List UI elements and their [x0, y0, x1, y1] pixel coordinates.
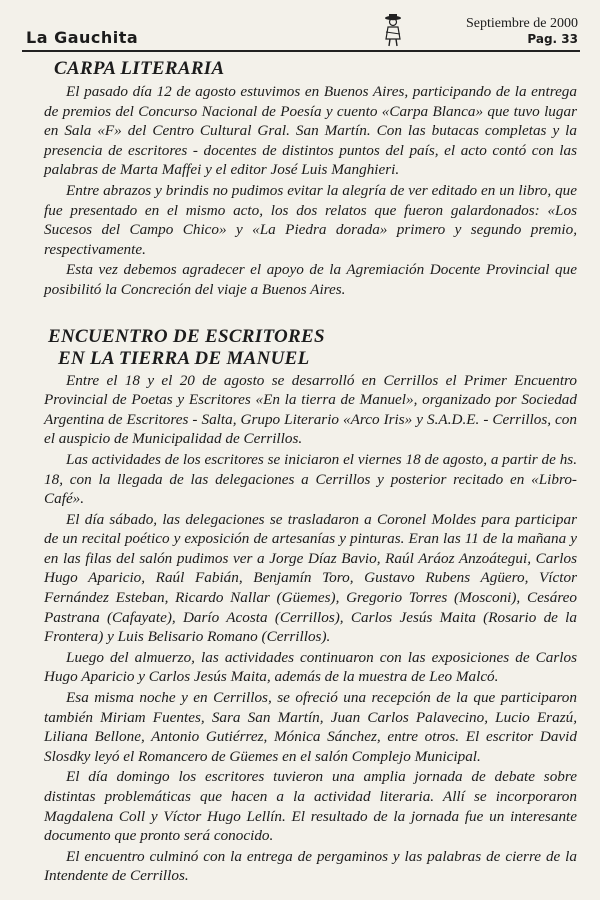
section-title-line-2: EN LA TIERRA DE MANUEL: [58, 347, 310, 369]
issue-date: Septiembre de 2000: [466, 16, 578, 31]
paragraph: El pasado día 12 de agosto estuvimos en Buenos Aires, participando de la entrega de premios del Concurso Nacional de Poesía y cuento «Carpa Blanca» que tuvo lugar en Sala «F» del Centro Cultural Gral. San Martín. Con las butacas completas y la presencia de escritores - docentes de distintos puntos del país, el acto contó con las palabras de Marta Maffei y el editor José Luis Manghieri.: [44, 83, 577, 179]
paragraph: Entre el 18 y el 20 de agosto se desarrolló en Cerrillos el Primer Encuentro Provincial de Poetas y Escritores «En la tierra de Manuel», organizado por Sociedad Argentina de Escritores - Salta, Grupo Literario «Arco Iris» y S.A.D.E. - Cerrillos, con el auspicio de Municipalidad de Cerrillos.: [44, 371, 577, 448]
page-number: Pag. 33: [527, 32, 578, 46]
paragraph: Luego del almuerzo, las actividades continuaron con las exposiciones de Carlos Hugo Aparicio y Carlos Jesús Maita, además de la muestra de Leo Malcó.: [44, 648, 577, 686]
article-body: [44, 58, 577, 887]
page-header: [22, 10, 580, 52]
paragraph: Esa misma noche y en Cerrillos, se ofreció una recepción de la que participaron también Miriam Fuentes, Sara San Martín, Juan Carlos Palavecino, Lucio Erazú, Liliana Bellone, Antonio Gutiérrez, Mónica Sánchez, entre otros. El escritor David Slosdky leyó el Romancero de Güemes en el salón Complejo Municipal.: [44, 689, 577, 765]
paragraph: El día sábado, las delegaciones se trasladaron a Coronel Moldes para participar de un recital poético y exposición de artesanías y pinturas. Eran las 11 de la mañana y en las filas del salón pudimos ver a Jorge Díaz Bavio, Raúl Aráoz Anzoátegui, Carlos Hugo Aparicio, Raúl Fabián, Benjamín Toro, Gustavo Rubens Agüero, Víctor Fernández Esteban, Ricardo Nallar (Güemes), Gregorio Torres (Mosconi), Cesáreo Pastrana (Cafayate), Darío Acosta (Cerrillos), Carlos Jesús Maita (Rosario de la Frontera) y Luis Belisario Romano (Cerrillos).: [44, 510, 577, 646]
paragraph: Esta vez debemos agradecer el apoyo de la Agremiación Docente Provincial que posibilitó la Concreción del viaje a Buenos Aires.: [44, 261, 577, 298]
section-title-line-1: ENCUENTRO DE ESCRITORES: [48, 325, 325, 347]
publication-name: La Gauchita: [26, 28, 139, 47]
paragraph: El encuentro culminó con la entrega de pergaminos y las palabras de cierre de la Intendente de Cerrillos.: [44, 847, 577, 885]
paragraph: Entre abrazos y brindis no pudimos evitar la alegría de ver editado en un libro, que fue presentado en el mismo acto, los dos relatos que fueron galardonados: «Los Sucesos del Campo Chico» y «La Piedra dorada» primero y segundo premio, respectivamente.: [44, 181, 577, 258]
gaucho-figure-icon: [380, 12, 406, 48]
section-title-encuentro: [44, 326, 577, 370]
paragraph: El día domingo los escritores tuvieron una amplia jornada de debate sobre distintas problemáticas que hacen a la actividad literaria. Allí se incorporaron Magdalena Coll y Víctor Hugo Lellín. El resultado de la jornada fue un interesante documento que pronto será conocido.: [44, 768, 577, 845]
section-title-carpa-literaria: CARPA LITERARIA: [54, 58, 225, 79]
paragraph: Las actividades de los escritores se iniciaron el viernes 18 de agosto, a partir de hs. 18, con la llegada de las delegaciones a Cerrillos y posterior recitado en «Libro-Café».: [44, 450, 577, 508]
